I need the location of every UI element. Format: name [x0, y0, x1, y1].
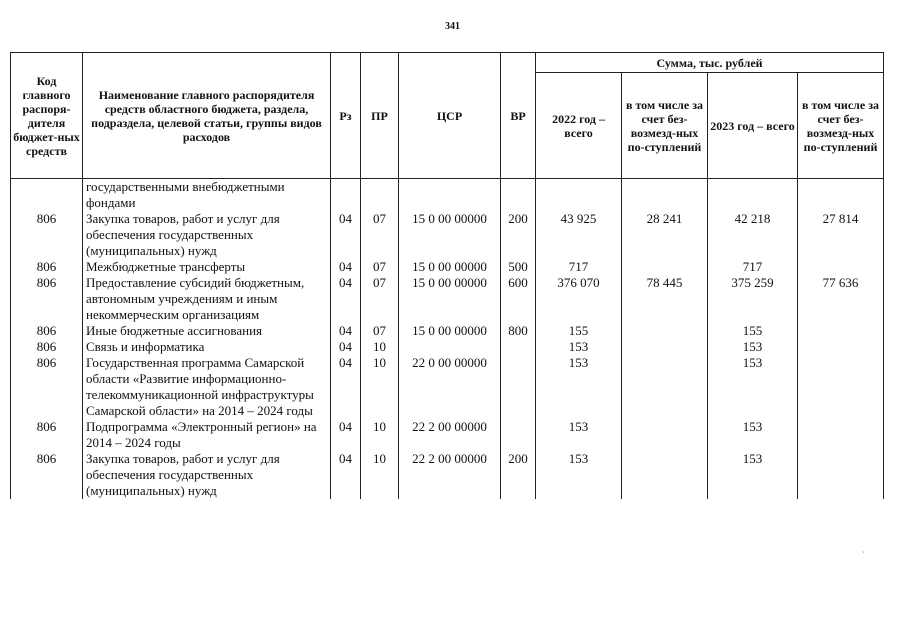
cell-name: Подпрограмма «Электронный регион» на 2014 – 2024 годы — [83, 419, 331, 451]
cell-vr: 500 — [501, 259, 536, 275]
cell-name: Закупка товаров, работ и услуг для обеспечения государственных (муниципальных) нужд — [83, 451, 331, 499]
cell-pr: 07 — [361, 275, 399, 323]
table-row — [11, 339, 884, 355]
cell-vr: 200 — [501, 211, 536, 259]
cell-2023-total: 153 — [708, 419, 798, 451]
cell-code: 806 — [11, 339, 83, 355]
header-sum-group: Сумма, тыс. рублей — [536, 53, 884, 73]
cell-2022-total: 717 — [536, 259, 622, 275]
cell-rz: 04 — [331, 323, 361, 339]
cell-code: 806 — [11, 419, 83, 451]
header-csr: ЦСР — [399, 53, 501, 179]
cell-code: 806 — [11, 211, 83, 259]
cell-2022-total: 155 — [536, 323, 622, 339]
cell-2022-total: 43 925 — [536, 211, 622, 259]
cell-2023-total: 717 — [708, 259, 798, 275]
header-2022-free: в том числе за счет без-возмезд-ных по-ступлений — [622, 73, 708, 179]
header-2023-free: в том числе за счет без-возмезд-ных по-ступлений — [798, 73, 884, 179]
cell-2022-total: 153 — [536, 419, 622, 451]
cell-2023-total: 375 259 — [708, 275, 798, 323]
header-code: Код главного распоря-дителя бюджет-ных средств — [11, 53, 83, 179]
cell-code: 806 — [11, 323, 83, 339]
cell-vr — [501, 419, 536, 451]
cell-rz: 04 — [331, 259, 361, 275]
cell-2022-total: 153 — [536, 355, 622, 419]
cell-name: Предоставление субсидий бюджетным, автономным учреждениям и иным некоммерческим организациям — [83, 275, 331, 323]
cell-csr — [399, 339, 501, 355]
cell-name: Межбюджетные трансферты — [83, 259, 331, 275]
cell-csr: 15 0 00 00000 — [399, 211, 501, 259]
cell-name: Закупка товаров, работ и услуг для обеспечения государственных (муниципальных) нужд — [83, 211, 331, 259]
cell-pr: 07 — [361, 211, 399, 259]
cell-2022-free — [622, 451, 708, 499]
cell-2022-free — [622, 419, 708, 451]
table-row — [11, 323, 884, 339]
cell-pr: 10 — [361, 451, 399, 499]
cell-2022-free — [622, 339, 708, 355]
cell-2023-total: 153 — [708, 339, 798, 355]
cell-2023-total: 153 — [708, 451, 798, 499]
budget-table — [10, 52, 884, 499]
header-name: Наименование главного распорядителя средств областного бюджета, раздела, подраздела, целевой статьи, группы видов расходов — [83, 53, 331, 179]
cell-name: Государственная программа Самарской области «Развитие информационно-телекоммуникационной инфраструктуры Самарской области» на 2014 – 2024 годы — [83, 355, 331, 419]
page-number: 341 — [445, 21, 460, 32]
cell-rz: 04 — [331, 355, 361, 419]
cell-pr: 07 — [361, 323, 399, 339]
cell-2023-free — [798, 339, 884, 355]
cell-2023-free: 27 814 — [798, 211, 884, 259]
cell-2023-free — [798, 419, 884, 451]
cell-rz: 04 — [331, 275, 361, 323]
table-row — [11, 211, 884, 259]
cell-pr: 07 — [361, 259, 399, 275]
table-row — [11, 451, 884, 499]
cell-2023-free — [798, 355, 884, 419]
cell-rz: 04 — [331, 211, 361, 259]
table-row — [11, 419, 884, 451]
cell-pr: 10 — [361, 355, 399, 419]
continuation-row — [11, 179, 884, 212]
cell-2023-free: 77 636 — [798, 275, 884, 323]
header-rz: Рз — [331, 53, 361, 179]
cell-name: Связь и информатика — [83, 339, 331, 355]
cell-csr: 15 0 00 00000 — [399, 275, 501, 323]
cell-2022-free — [622, 355, 708, 419]
cell-2022-total: 153 — [536, 339, 622, 355]
cell-2023-free — [798, 451, 884, 499]
cell-csr: 22 2 00 00000 — [399, 451, 501, 499]
header-vr: ВР — [501, 53, 536, 179]
cell-csr: 22 0 00 00000 — [399, 355, 501, 419]
cell-2022-total: 376 070 — [536, 275, 622, 323]
cell-pr: 10 — [361, 339, 399, 355]
continuation-text: государственными внебюджетными фондами — [83, 179, 331, 212]
table-body — [11, 179, 884, 500]
cell-code: 806 — [11, 355, 83, 419]
cell-rz: 04 — [331, 451, 361, 499]
cell-2023-total: 153 — [708, 355, 798, 419]
cell-2022-free: 28 241 — [622, 211, 708, 259]
cell-2023-total: 42 218 — [708, 211, 798, 259]
cell-2022-free: 78 445 — [622, 275, 708, 323]
cell-vr: 600 — [501, 275, 536, 323]
cell-vr: 200 — [501, 451, 536, 499]
cell-name: Иные бюджетные ассигнования — [83, 323, 331, 339]
header-pr: ПР — [361, 53, 399, 179]
cell-pr: 10 — [361, 419, 399, 451]
cell-2023-free — [798, 259, 884, 275]
cell-rz: 04 — [331, 419, 361, 451]
header-2023-total: 2023 год – всего — [708, 73, 798, 179]
table-row — [11, 275, 884, 323]
cell-2022-free — [622, 323, 708, 339]
cell-rz: 04 — [331, 339, 361, 355]
cell-code: 806 — [11, 451, 83, 499]
header-2022-total: 2022 год – всего — [536, 73, 622, 179]
cell-vr — [501, 339, 536, 355]
cell-csr: 15 0 00 00000 — [399, 323, 501, 339]
cell-code: 806 — [11, 275, 83, 323]
cell-2023-total: 155 — [708, 323, 798, 339]
cell-csr: 22 2 00 00000 — [399, 419, 501, 451]
cell-vr — [501, 355, 536, 419]
cell-2023-free — [798, 323, 884, 339]
cell-csr: 15 0 00 00000 — [399, 259, 501, 275]
scan-mark: ` — [862, 550, 865, 560]
table-row — [11, 259, 884, 275]
cell-2022-total: 153 — [536, 451, 622, 499]
cell-code: 806 — [11, 259, 83, 275]
table-row — [11, 355, 884, 419]
cell-2022-free — [622, 259, 708, 275]
cell-vr: 800 — [501, 323, 536, 339]
